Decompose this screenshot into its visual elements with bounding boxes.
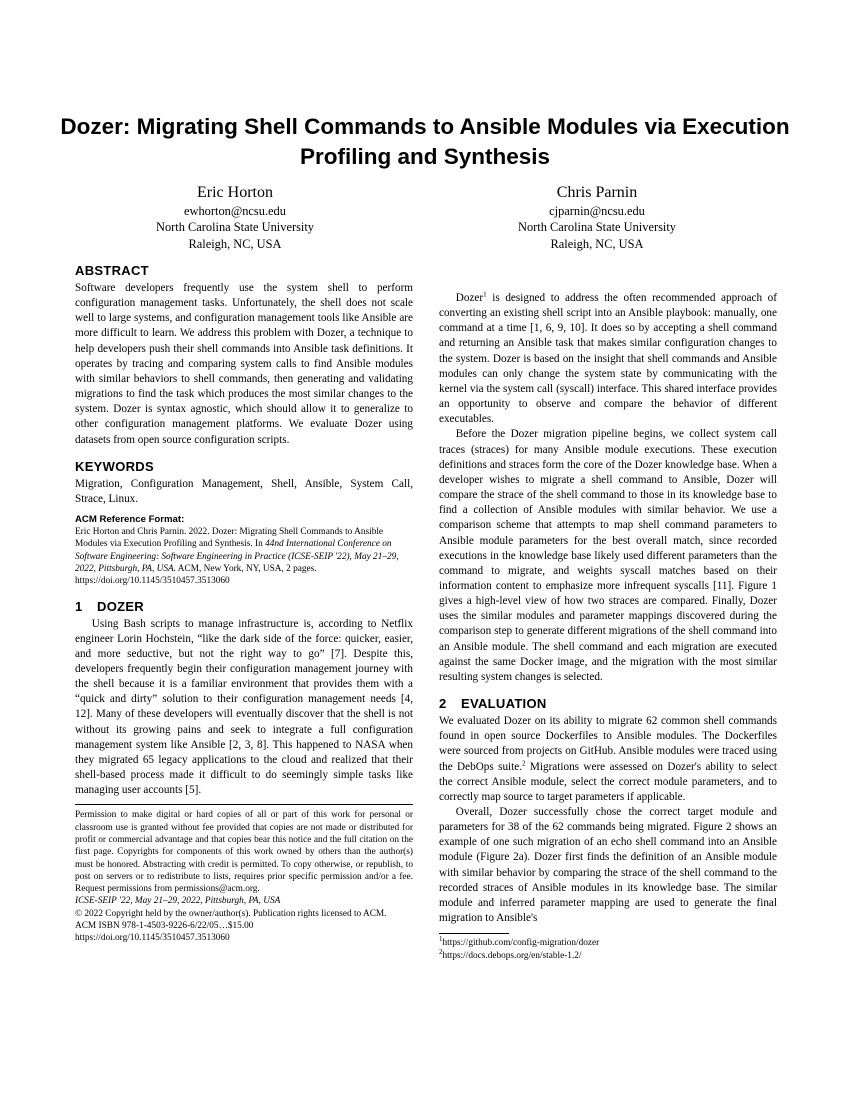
- section-number: 1: [75, 598, 83, 614]
- author-name: Eric Horton: [197, 184, 273, 201]
- acm-reference-heading: ACM Reference Format:: [75, 514, 185, 526]
- footnote-1[interactable]: [439, 937, 777, 949]
- author-location: Raleigh, NC, USA: [550, 236, 644, 251]
- abstract-text: Software developers frequently use the system shell to perform configuration management tasks. Unfortunately, the shell does not scale well to large systems, and configuration management tools like Ansible are more difficult to learn. We address this problem with Dozer, a technique to help developers push their shell commands into Ansible task definitions. It operates by tracing and comparing system calls to find Ansible modules with similar behaviors to shell commands, then generating and validating migrations to find the task which produces the most similar changes to the system. Dozer is syntax agnostic, which should allow it to generalize to other configuration management platforms. We evaluate Dozer using datasets from open source configuration scripts.: [75, 282, 413, 446]
- dozer-term: Dozer: [455, 292, 484, 304]
- author-affiliation: North Carolina State University: [156, 220, 314, 235]
- section-2-heading: [439, 695, 777, 712]
- section-1-paragraph-1: Using Bash scripts to manage infrastructure is, according to Netflix engineer Lorin Hochstein, “like the dark side of the force: quicker, easier, and more seductive, but not the right way to go” [7]. Despite this, developers frequently begin their configuration management journey with the shell because it is a familiar environment that provides them with a “quick and dirty” solution to their configuration management needs [4, 12]. Many of these developers will eventually discover that the shell is not without its growing pains and seek to integrate a full configuration management system like Ansible [2, 3, 8]. This happened to NASA when they migrated 65 legacy applications to the cloud and realized that their shell-based process made it difficult to do seemingly simple tasks like managing user accounts [5].: [75, 617, 413, 797]
- paragraph-body: We evaluated Dozer on its ability to migrate 62 common shell commands found in open source Dockerfiles to Ansible modules. The Dockerfiles were sourced from projects on GitHub. Ansible modules were traced using the DebOps suite.: [439, 715, 777, 773]
- paper-title: Dozer: Migrating Shell Commands to Ansible Modules via Execution Profiling and Synthesis: [60, 114, 790, 169]
- paragraph-body: is designed to address the often recommended approach of converting an existing shell script into an Ansible playbook: manually, one command at a time [1, 6, 9, 10]. It does so by accepting a shell command and returning an Ansible task that makes similar configuration changes to the system. Dozer is based on the insight that shell commands and Ansible modules can only change the system state by communicating with the kernel via the system call (syscall) interface. This shared interface provides an opportunity to observe and compare the behavior of different executables.: [439, 292, 777, 426]
- author-name: Chris Parnin: [556, 184, 638, 201]
- author-email[interactable]: ewhorton@ncsu.edu: [184, 204, 286, 218]
- section-1-paragraph-3: Before the Dozer migration pipeline begins, we collect system call traces (straces) for many Ansible module executions. These execution definitions and straces form the core of the Dozer knowledge base. When a developer wishes to migrate a shell command to Ansible, Dozer will compare the strace of the shell command to those in its knowledge base to find a collection of Ansible modules with similar behavior. We use a comparison scheme that attempts to map shell command parameters to Ansible module parameters for the best overall match, since recorded executions in the knowledge base likely used different parameters than the command to migrate, and weights syscall matches based on their information content to emphasize more infrequent syscalls [11]. Figure 1 gives a high-level view of how two straces are compared. Finally, Dozer uses the similar modules and parameter mappings discovered during the comparison step to generate different migrations of the shell command into an Ansible module. The shell command and each migration are executed against the same Docker image, and the migration with the most similar resulting system changes is selected.: [439, 428, 777, 683]
- right-column: [439, 291, 777, 962]
- section-2-paragraph-1: [439, 714, 777, 805]
- author-location: Raleigh, NC, USA: [188, 236, 282, 251]
- isbn-line: ACM ISBN 978-1-4503-9226-6/22/05…$15.00: [75, 921, 254, 932]
- author-block-2: [447, 183, 747, 252]
- footnotes: [439, 937, 777, 962]
- footnote-ref-1[interactable]: 1: [483, 290, 487, 299]
- author-email[interactable]: cjparnin@ncsu.edu: [549, 204, 645, 218]
- footnote-2[interactable]: [439, 947, 777, 962]
- footnote-divider: [75, 804, 413, 805]
- paragraph-body: Migrations were assessed on Dozer's ability to select the correct Ansible module, select the correct module parameters, and to correctly map source to target parameters if applicable.: [439, 760, 777, 803]
- abstract-heading: ABSTRACT: [75, 263, 149, 278]
- left-column: [75, 262, 413, 945]
- footnote-divider: [439, 933, 509, 934]
- footnote-ref-2[interactable]: 2: [522, 758, 526, 767]
- permission-text: Permission to make digital or hard copies of all or part of this work for personal or classroom use is granted without fee provided that copies are not made or distributed for profit or commercial advantage and that copies bear this notice and the full citation on the first page. Copyrights for components of this work owned by others than the author(s) must be honored. Abstracting with credit is permitted. To copy otherwise, or republish, to post on servers or to redistribute to lists, requires prior specific permission and/or a fee. Request permissions from permissions@acm.org.: [75, 810, 413, 895]
- acm-reference-venue: 44nd International Conference on Software Engineering: Software Engineering in Practice (ICSE-SEIP '22), May 21–29, 2022, Pittsburgh, PA, USA.: [75, 539, 399, 574]
- footnote-url: https://github.com/config-migration/dozer: [442, 938, 600, 949]
- acm-reference-authors: Eric Horton and Chris Parnin. 2022. Dozer: Migrating Shell Commands to Ansible Modules via Execution Profiling and Synthesis. In: [75, 527, 384, 550]
- conference-info: ICSE-SEIP '22, May 21–29, 2022, Pittsburgh, PA, USA: [75, 896, 281, 907]
- section-1-paragraph-2: [439, 291, 777, 427]
- section-title: EVALUATION: [461, 696, 547, 712]
- section-2-paragraph-2: Overall, Dozer successfully chose the correct target module and parameters for 38 of the 62 commands being migrated. Figure 2 shows an example of one such migration of an echo shell command into an Ansible module (Figure 2a). Dozer first finds the definition of an Ansible module with similar behavior by comparing the strace of the shell command to the recorded straces of Ansible modules in its knowledge base. The similar module and inferred parameter mapping are used to generate the final migration to Ansible's: [439, 806, 777, 925]
- keywords-heading: KEYWORDS: [75, 458, 154, 474]
- footnote-url: https://docs.debops.org/en/stable-1.2/: [442, 950, 582, 961]
- keywords-text: Migration, Configuration Management, Shell, Ansible, System Call, Strace, Linux.: [75, 477, 413, 505]
- acm-reference-publisher: ACM, New York, NY, USA, 2 pages. https://doi.org/10.1145/3510457.3513060: [75, 563, 317, 587]
- footnote-mark: 2: [439, 947, 443, 956]
- author-affiliation: North Carolina State University: [518, 220, 676, 235]
- copyright-line: © 2022 Copyright held by the owner/author(s). Publication rights licensed to ACM.: [75, 908, 387, 919]
- section-number: 2: [439, 696, 447, 712]
- footnote-mark: 1: [439, 935, 443, 944]
- permission-block: [75, 809, 413, 944]
- acm-reference-text: [75, 526, 413, 587]
- section-title: DOZER: [97, 598, 144, 614]
- author-block-1: [85, 183, 385, 252]
- section-1-heading: [75, 598, 413, 615]
- doi-link[interactable]: https://doi.org/10.1145/3510457.3513060: [75, 933, 230, 944]
